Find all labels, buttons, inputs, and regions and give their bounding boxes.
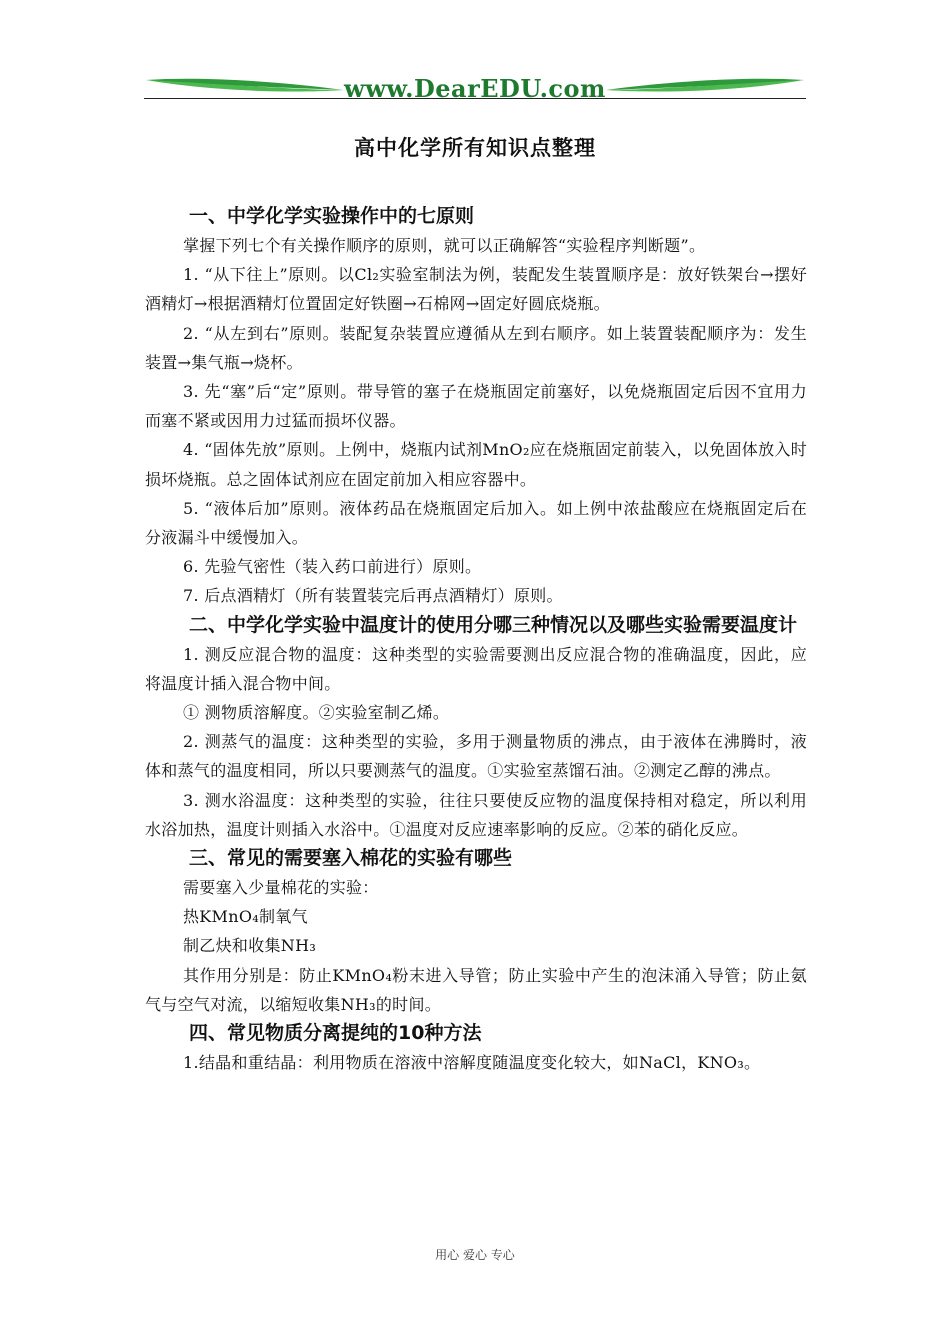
section-heading: 二、中学化学实验中温度计的使用分哪三种情况以及哪些实验需要温度计	[189, 613, 798, 636]
paragraph: ① 测物质溶解度。②实验室制乙烯。	[183, 703, 450, 723]
paragraph: 其作用分别是：防止KMnO₄粉末进入导管；防止实验中产生的泡沫涌入导管；防止氨气与空气对流，以缩短收集NH₃的时间。	[145, 965, 807, 1014]
page-footer: 用心 爱心 专心	[435, 1248, 515, 1262]
paragraph: 1. 测反应混合物的温度：这种类型的实验需要测出反应混合物的准确温度，因此，应将温度计插入混合物中间。	[145, 644, 807, 693]
site-header	[144, 72, 806, 106]
paragraph: 4. “固体先放”原则。上例中，烧瓶内试剂MnO₂应在烧瓶固定前装入，以免固体放入时损坏烧瓶。总之固体试剂应在固定前加入相应容器中。	[145, 440, 807, 489]
site-logo-text: www.DearEDU.com	[344, 74, 606, 103]
document-title: 高中化学所有知识点整理	[354, 135, 596, 160]
paragraph: 1.结晶和重结晶：利用物质在溶液中溶解度随温度变化较大，如NaCl，KNO₃。	[183, 1053, 761, 1073]
paragraph: 2. 测蒸气的温度：这种类型的实验，多用于测量物质的沸点，由于液体在沸腾时，液体和蒸气的温度相同，所以只要测蒸气的温度。①实验室蒸馏石油。②测定乙醇的沸点。	[145, 732, 807, 781]
paragraph: 热KMnO₄制氧气	[183, 907, 308, 927]
paragraph: 6. 先验气密性（装入药口前进行）原则。	[183, 557, 482, 577]
document-body	[145, 200, 807, 1077]
section-heading: 三、常见的需要塞入棉花的实验有哪些	[189, 847, 513, 870]
paragraph: 2. “从左到右”原则。装配复杂装置应遵循从左到右顺序。如上装置装配顺序为：发生装置→集气瓶→烧杯。	[145, 323, 807, 372]
paragraph: 3. 先“塞”后“定”原则。带导管的塞子在烧瓶固定前塞好，以免烧瓶固定后因不宜用力而塞不紧或因用力过猛而损坏仪器。	[145, 382, 807, 431]
paragraph: 制乙炔和收集NH₃	[183, 936, 317, 956]
section-heading: 一、中学化学实验操作中的七原则	[189, 205, 475, 227]
section-heading: 四、常见物质分离提纯的10种方法	[189, 1022, 482, 1045]
paragraph: 7. 后点酒精灯（所有装置装完后再点酒精灯）原则。	[183, 586, 563, 606]
paragraph: 掌握下列七个有关操作顺序的原则，就可以正确解答“实验程序判断题”。	[183, 236, 706, 255]
header-divider	[144, 98, 806, 99]
paragraph: 5. “液体后加”原则。液体药品在烧瓶固定后加入。如上例中浓盐酸应在烧瓶固定后在分液漏斗中缓慢加入。	[145, 498, 807, 548]
paragraph: 需要塞入少量棉花的实验：	[183, 878, 379, 898]
paragraph: 3. 测水浴温度：这种类型的实验，往往只要使反应物的温度保持相对稳定，所以利用水浴加热，温度计则插入水浴中。①温度对反应速率影响的反应。②苯的硝化反应。	[145, 790, 807, 839]
paragraph: 1. “从下往上”原则。以Cl₂实验室制法为例，装配发生装置顺序是：放好铁架台→摆好酒精灯→根据酒精灯位置固定好铁圈→石棉网→固定好圆底烧瓶。	[145, 265, 807, 314]
